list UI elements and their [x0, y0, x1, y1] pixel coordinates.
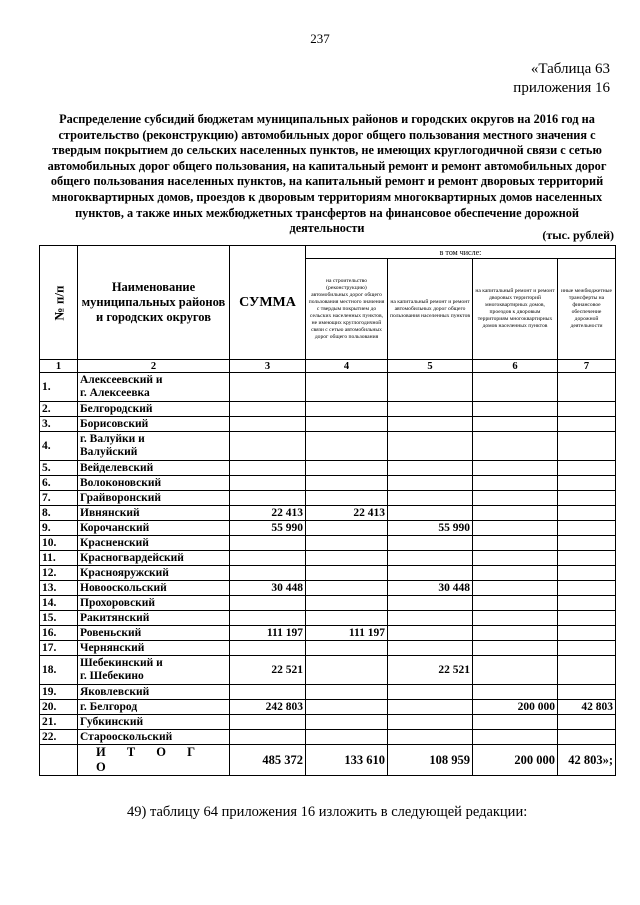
row-value-c7 — [558, 521, 616, 536]
header-col5: на капитальный ремонт и ремонт автомобильных дорог общего пользования населенных пунктов — [388, 259, 473, 360]
row-name — [78, 566, 230, 581]
row-value-sum — [230, 476, 306, 491]
row-number: 13. — [40, 581, 78, 596]
row-value-c5 — [388, 491, 473, 506]
row-name — [78, 685, 230, 700]
row-value-c7: 42 803 — [558, 700, 616, 715]
row-name-line1: Краснояружский — [80, 566, 169, 579]
row-value-c6 — [473, 461, 558, 476]
row-value-c6 — [473, 685, 558, 700]
row-value-sum: 22 521 — [230, 656, 306, 685]
row-name-line1: Яковлевский — [80, 685, 150, 698]
row-value-sum — [230, 491, 306, 506]
row-value-sum — [230, 536, 306, 551]
row-value-sum — [230, 373, 306, 402]
row-number: 10. — [40, 536, 78, 551]
row-value-c4 — [306, 476, 388, 491]
colnum-1: 1 — [40, 360, 78, 373]
row-value-c5 — [388, 402, 473, 417]
row-value-c5 — [388, 373, 473, 402]
row-value-c5: 22 521 — [388, 656, 473, 685]
row-value-sum — [230, 715, 306, 730]
row-number: 18. — [40, 656, 78, 685]
row-value-c5 — [388, 700, 473, 715]
table-row — [40, 461, 616, 476]
row-name-line2: Валуйский — [80, 446, 138, 458]
row-number: 16. — [40, 626, 78, 641]
row-value-c7 — [558, 566, 616, 581]
footer-text: 49) таблицу 64 приложения 16 изложить в следующей редакции: — [127, 804, 528, 820]
row-value-c7 — [558, 417, 616, 432]
units-label: (тыс. рублей) — [542, 228, 614, 242]
row-name-line1: Шебекинский и — [80, 657, 163, 669]
row-number: 1. — [40, 373, 78, 402]
table-row — [40, 521, 616, 536]
row-name-line1: Красненский — [80, 536, 149, 549]
row-value-c7 — [558, 730, 616, 745]
header-col4: на строительство (реконструкцию) автомобильных дорог общего пользования местного значения с твердым покрытием до сельских населенных пунктов, не имеющих круглогодичной связи с сетью автомобильных дорог общего пользования — [306, 259, 388, 360]
header-col6: на капитальный ремонт и ремонт дворовых территорий многоквартирных домов, проездов к дворовым территориям многоквартирных домов населенных пунктов — [473, 259, 558, 360]
row-value-c7 — [558, 373, 616, 402]
row-value-c4 — [306, 641, 388, 656]
row-value-c7 — [558, 685, 616, 700]
row-value-c7 — [558, 536, 616, 551]
row-value-c4: 111 197 — [306, 626, 388, 641]
row-value-sum: 242 803 — [230, 700, 306, 715]
row-value-c5 — [388, 417, 473, 432]
row-value-c4 — [306, 521, 388, 536]
table-reference — [513, 60, 610, 98]
row-name-line1: Губкинский — [80, 715, 144, 728]
row-value-c4 — [306, 491, 388, 506]
row-value-c6 — [473, 641, 558, 656]
row-name-line1: г. Валуйки и — [80, 433, 145, 445]
row-name-line1: Красногвардейский — [80, 551, 184, 564]
row-value-c5 — [388, 566, 473, 581]
row-number: 21. — [40, 715, 78, 730]
row-value-c6 — [473, 566, 558, 581]
row-number: 4. — [40, 432, 78, 461]
row-value-c4 — [306, 551, 388, 566]
row-name — [78, 715, 230, 730]
row-value-c6 — [473, 521, 558, 536]
row-value-c4 — [306, 536, 388, 551]
row-value-c4 — [306, 461, 388, 476]
table-row — [40, 700, 616, 715]
row-number: 15. — [40, 611, 78, 626]
table-row — [40, 402, 616, 417]
row-value-c5 — [388, 536, 473, 551]
row-value-c6 — [473, 656, 558, 685]
document-title: Распределение субсидий бюджетам муниципальных районов и городских округов на 2016 год на строительство (реконструкцию) автомобильных дорог общего пользования местного значения с твердым покрытием до сельских населенных пунктов, не имеющих круглогодичной связи с сетью автомобильных дорог общего пользования, на капитальный ремонт и ремонт автомобильных дорог общего пользования населенных пунктов, на капитальный ремонт и ремонт дворовых территорий многоквартирных домов, проездов к дворовым территориям многоквартирных домов населенных пунктов, а также иных межбюджетных трансфертов на финансовое обеспечение дорожной деятельности — [47, 112, 607, 236]
row-value-c5 — [388, 506, 473, 521]
table-row — [40, 566, 616, 581]
row-value-c5 — [388, 461, 473, 476]
row-value-c5 — [388, 626, 473, 641]
row-value-sum — [230, 461, 306, 476]
row-name-line1: Прохоровский — [80, 596, 156, 609]
row-value-c5 — [388, 551, 473, 566]
row-value-c5 — [388, 715, 473, 730]
row-value-c6 — [473, 506, 558, 521]
row-name — [78, 730, 230, 745]
row-value-sum — [230, 641, 306, 656]
row-name-line2: г. Шебекино — [80, 670, 144, 682]
row-value-sum — [230, 417, 306, 432]
row-value-c7 — [558, 432, 616, 461]
row-number: 3. — [40, 417, 78, 432]
row-value-c4 — [306, 402, 388, 417]
row-name — [78, 432, 230, 461]
row-name-line1: Старооскольский — [80, 730, 173, 743]
table-body — [40, 373, 616, 745]
total-col4: 133 610 — [306, 745, 388, 776]
row-value-sum — [230, 611, 306, 626]
row-name — [78, 402, 230, 417]
row-number: 17. — [40, 641, 78, 656]
total-row — [40, 745, 616, 776]
table-row — [40, 491, 616, 506]
column-numbers-row — [40, 360, 616, 373]
row-name — [78, 596, 230, 611]
row-name — [78, 581, 230, 596]
table-row — [40, 596, 616, 611]
row-name-line1: Алексеевский и — [80, 374, 163, 386]
row-value-c5 — [388, 476, 473, 491]
row-name — [78, 641, 230, 656]
row-value-sum — [230, 730, 306, 745]
header-name: Наименование муниципальных районов и городских округов — [78, 246, 230, 360]
row-value-c4 — [306, 432, 388, 461]
row-number: 20. — [40, 700, 78, 715]
row-number: 14. — [40, 596, 78, 611]
row-value-c5 — [388, 611, 473, 626]
table-row — [40, 626, 616, 641]
table-row — [40, 581, 616, 596]
total-sum: 485 372 — [230, 745, 306, 776]
row-name-line1: Новооскольский — [80, 581, 167, 594]
table-row — [40, 641, 616, 656]
row-value-c6 — [473, 536, 558, 551]
table-row — [40, 715, 616, 730]
row-name — [78, 491, 230, 506]
row-value-c7 — [558, 506, 616, 521]
row-value-c7 — [558, 715, 616, 730]
row-value-c6 — [473, 581, 558, 596]
row-number: 12. — [40, 566, 78, 581]
row-name-line1: Ровеньский — [80, 626, 142, 639]
header-num: № п/п — [40, 246, 78, 360]
row-name — [78, 626, 230, 641]
row-value-c5 — [388, 730, 473, 745]
table-row — [40, 656, 616, 685]
table-row — [40, 432, 616, 461]
header-sum: СУММА — [230, 246, 306, 360]
table-row — [40, 730, 616, 745]
row-value-c7 — [558, 581, 616, 596]
row-number: 2. — [40, 402, 78, 417]
row-value-c6 — [473, 417, 558, 432]
colnum-3: 3 — [230, 360, 306, 373]
row-value-c6: 200 000 — [473, 700, 558, 715]
table-row — [40, 611, 616, 626]
row-value-c5 — [388, 432, 473, 461]
row-name — [78, 551, 230, 566]
row-value-c7 — [558, 626, 616, 641]
table-row — [40, 685, 616, 700]
row-value-c4 — [306, 656, 388, 685]
row-name — [78, 700, 230, 715]
row-value-c4 — [306, 611, 388, 626]
row-name-line1: Грайворонский — [80, 491, 161, 504]
row-value-c6 — [473, 491, 558, 506]
row-value-c5: 30 448 — [388, 581, 473, 596]
row-value-c4 — [306, 685, 388, 700]
row-value-c6 — [473, 730, 558, 745]
row-name-line1: Борисовский — [80, 417, 149, 430]
row-value-c4 — [306, 700, 388, 715]
row-number: 22. — [40, 730, 78, 745]
row-value-c6 — [473, 626, 558, 641]
total-col6: 200 000 — [473, 745, 558, 776]
row-number: 5. — [40, 461, 78, 476]
table-row — [40, 373, 616, 402]
row-value-sum: 55 990 — [230, 521, 306, 536]
row-name-line1: г. Белгород — [80, 700, 138, 713]
row-value-c4 — [306, 373, 388, 402]
row-name — [78, 521, 230, 536]
row-name-line1: Чернянский — [80, 641, 145, 654]
row-name-line1: Ракитянский — [80, 611, 150, 624]
row-value-c6 — [473, 476, 558, 491]
total-col5: 108 959 — [388, 745, 473, 776]
page-number: 237 — [310, 31, 330, 46]
table-row — [40, 476, 616, 491]
row-name — [78, 461, 230, 476]
header-col7: иные межбюджетные трансферты на финансовое обеспечение дорожной деятельности — [558, 259, 616, 360]
row-name — [78, 417, 230, 432]
row-name-line1: Белгородский — [80, 402, 153, 415]
row-name — [78, 476, 230, 491]
row-number: 11. — [40, 551, 78, 566]
row-value-sum: 30 448 — [230, 581, 306, 596]
row-value-sum — [230, 402, 306, 417]
row-value-c7 — [558, 402, 616, 417]
row-name — [78, 611, 230, 626]
row-value-c6 — [473, 432, 558, 461]
row-name-line1: Вейделевский — [80, 461, 154, 474]
row-value-c4 — [306, 417, 388, 432]
subsidy-table — [39, 245, 616, 776]
row-value-sum — [230, 551, 306, 566]
row-value-sum: 111 197 — [230, 626, 306, 641]
row-value-c5 — [388, 641, 473, 656]
row-name-line2: г. Алексеевка — [80, 387, 150, 399]
row-value-c4 — [306, 566, 388, 581]
table-row — [40, 536, 616, 551]
row-value-c7 — [558, 596, 616, 611]
row-value-sum — [230, 432, 306, 461]
row-value-c6 — [473, 373, 558, 402]
total-col7: 42 803»; — [558, 745, 616, 776]
row-value-c4 — [306, 730, 388, 745]
row-name — [78, 536, 230, 551]
table-row — [40, 551, 616, 566]
total-num-cell — [40, 745, 78, 776]
table-row — [40, 506, 616, 521]
row-value-c7 — [558, 491, 616, 506]
row-value-c5 — [388, 685, 473, 700]
row-value-c7 — [558, 641, 616, 656]
row-value-sum: 22 413 — [230, 506, 306, 521]
colnum-2: 2 — [78, 360, 230, 373]
row-value-c4 — [306, 596, 388, 611]
row-value-sum — [230, 566, 306, 581]
row-name-line1: Ивнянский — [80, 506, 140, 519]
row-value-c7 — [558, 656, 616, 685]
header-including: в том числе: — [306, 246, 616, 259]
row-value-c6 — [473, 596, 558, 611]
row-value-c5: 55 990 — [388, 521, 473, 536]
row-value-c4 — [306, 581, 388, 596]
colnum-7: 7 — [558, 360, 616, 373]
row-value-c5 — [388, 596, 473, 611]
row-name — [78, 373, 230, 402]
row-value-sum — [230, 685, 306, 700]
row-number: 6. — [40, 476, 78, 491]
row-number: 19. — [40, 685, 78, 700]
row-value-c6 — [473, 551, 558, 566]
row-value-c7 — [558, 551, 616, 566]
row-value-c6 — [473, 402, 558, 417]
row-value-sum — [230, 596, 306, 611]
row-value-c4 — [306, 715, 388, 730]
table-row — [40, 417, 616, 432]
row-value-c4: 22 413 — [306, 506, 388, 521]
row-number: 7. — [40, 491, 78, 506]
row-value-c6 — [473, 715, 558, 730]
row-value-c6 — [473, 611, 558, 626]
row-name-line1: Волоконовский — [80, 476, 162, 489]
table-ref-line1: «Таблица 63 — [530, 61, 610, 77]
table-ref-line2: приложения 16 — [513, 80, 610, 96]
total-label: И Т О Г О — [78, 745, 230, 776]
row-value-c7 — [558, 611, 616, 626]
row-value-c7 — [558, 476, 616, 491]
colnum-5: 5 — [388, 360, 473, 373]
row-number: 8. — [40, 506, 78, 521]
row-name — [78, 656, 230, 685]
row-name-line1: Корочанский — [80, 521, 150, 534]
row-value-c7 — [558, 461, 616, 476]
row-number: 9. — [40, 521, 78, 536]
colnum-4: 4 — [306, 360, 388, 373]
colnum-6: 6 — [473, 360, 558, 373]
row-name — [78, 506, 230, 521]
